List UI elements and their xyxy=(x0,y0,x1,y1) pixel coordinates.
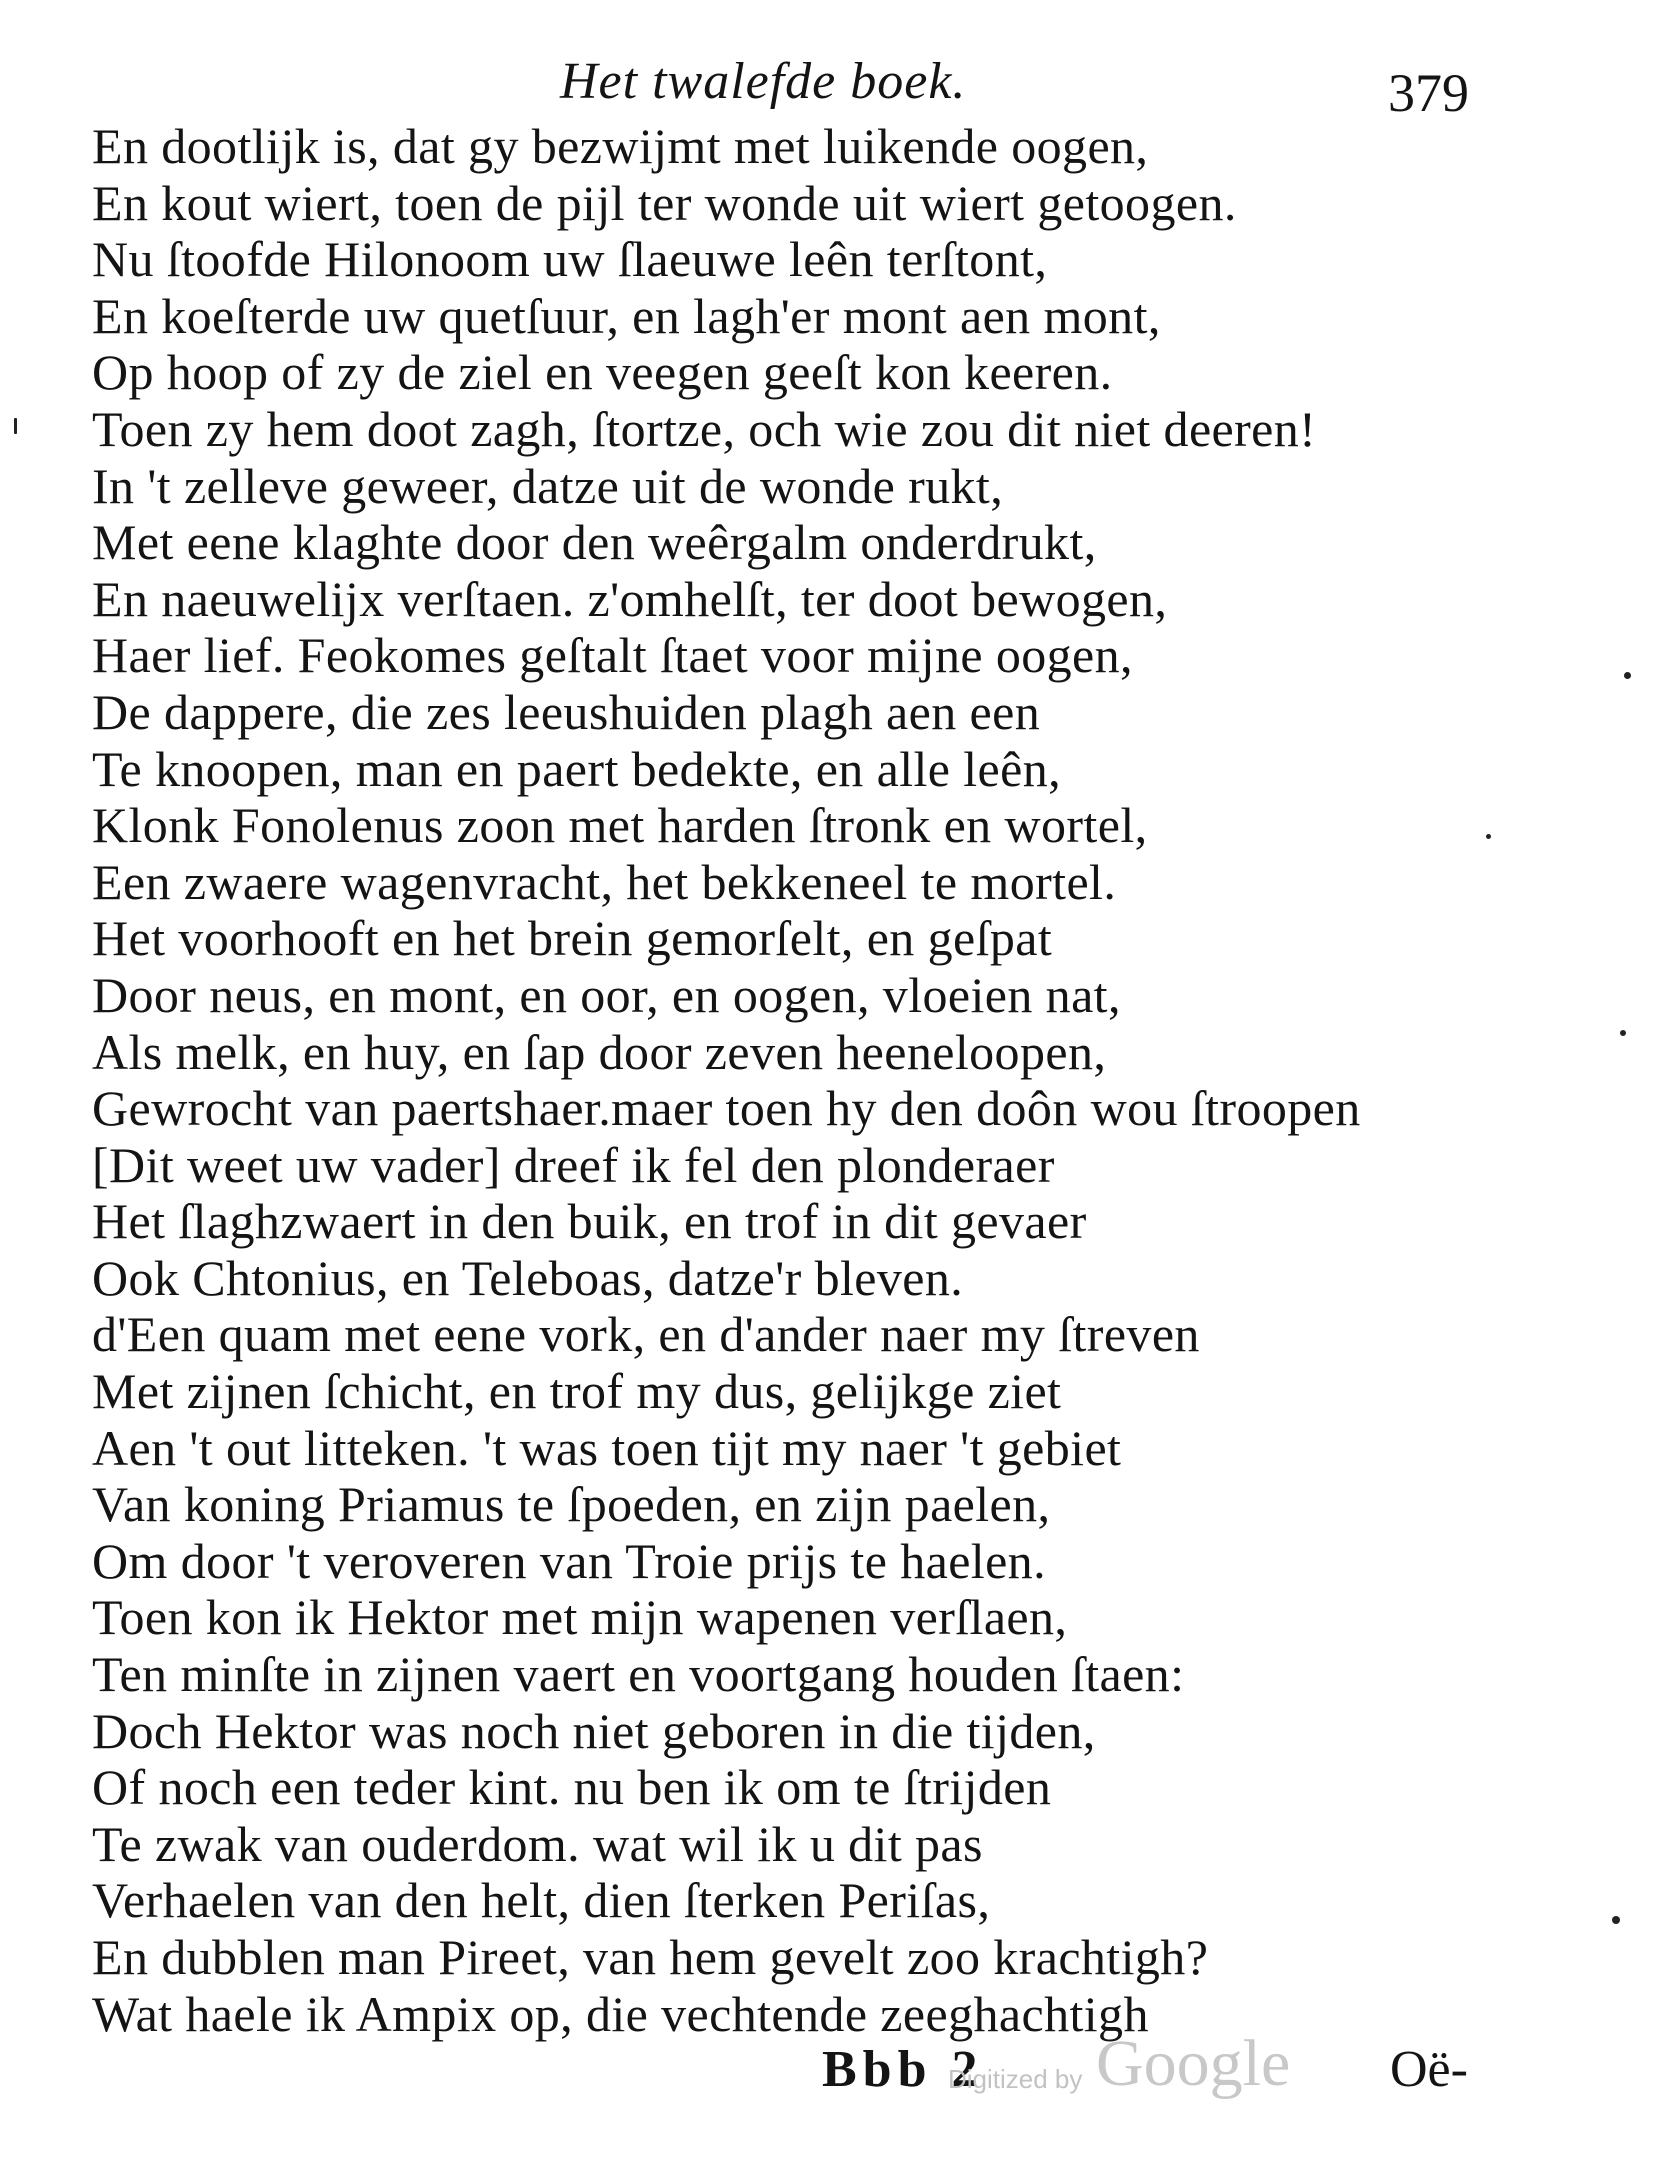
signature-mark: Bbb 2 xyxy=(822,2041,984,2098)
print-speck xyxy=(1620,1030,1626,1036)
verse-line: Het ſlaghzwaert in den buik, en trof in dit gevaer xyxy=(92,1193,1087,1250)
running-head: Het twalefde boek. xyxy=(560,53,967,110)
verse-line: Klonk Fonolenus zoon met harden ſtronk en wortel, xyxy=(92,797,1148,854)
verse-line: Op hoop of zy de ziel en veegen geeſt kon keeren. xyxy=(92,344,1113,401)
verse-line: Te zwak van ouderdom. wat wil ik u dit pas xyxy=(92,1815,983,1872)
verse-line: Ten minſte in zijnen vaert en voortgang houden ſtaen: xyxy=(92,1646,1185,1703)
verse-line: Of noch een teder kint. nu ben ik om te ſtrijden xyxy=(92,1759,1052,1816)
verse-line: Met eene klaghte door den weêrgalm onderdrukt, xyxy=(92,514,1097,571)
verse-line: Door neus, en mont, en oor, en oogen, vloeien nat, xyxy=(92,966,1121,1023)
print-speck xyxy=(1612,1916,1620,1924)
verse-line: Het voorhooft en het brein gemorſelt, en geſpat xyxy=(92,910,1053,967)
digitized-by-watermark: Digitized by xyxy=(948,2064,1083,2094)
verse-line: De dappere, die zes leeushuiden plagh aen een xyxy=(92,683,1041,740)
google-watermark: Google xyxy=(1096,2027,1291,2100)
verse-line: Wat haele ik Ampix op, die vechtende zeeghachtigh xyxy=(92,1985,1149,2042)
verse-line: Als melk, en huy, en ſap door zeven heeneloopen, xyxy=(92,1023,1107,1080)
verse-line: Te knoopen, man en paert bedekte, en alle leên, xyxy=(92,740,1062,797)
verse-block xyxy=(92,118,1492,2042)
verse-line: In 't zelleve geweer, datze uit de wonde rukt, xyxy=(92,457,1004,514)
verse-line: Om door 't veroveren van Troie prijs te haelen. xyxy=(92,1532,1046,1589)
verse-line: En naeuwelijx verſtaen. z'omhelſt, ter doot bewogen, xyxy=(92,570,1168,627)
verse-line: En kout wiert, toen de pijl ter wonde uit wiert getoogen. xyxy=(92,174,1237,231)
page-number: 379 xyxy=(1388,63,1469,123)
verse-line: Gewrocht van paertshaer.maer toen hy den doôn wou ſtroopen xyxy=(92,1080,1361,1137)
verse-line: Doch Hektor was noch niet geboren in die tijden, xyxy=(92,1702,1096,1759)
verse-line: Verhaelen van den helt, dien ſterken Periſas, xyxy=(92,1872,991,1929)
verse-line: Haer lief. Feokomes geſtalt ſtaet voor mijne oogen, xyxy=(92,627,1133,684)
verse-line: Aen 't out litteken. 't was toen tijt my naer 't gebiet xyxy=(92,1419,1122,1476)
print-speck xyxy=(14,418,17,434)
catchword: Oë- xyxy=(1390,2041,1468,2098)
print-speck xyxy=(1486,834,1491,839)
verse-line: Nu ſtoofde Hilonoom uw ſlaeuwe leên terſtont, xyxy=(92,231,1048,288)
verse-line: En dubblen man Pireet, van hem gevelt zoo krachtigh? xyxy=(92,1929,1209,1985)
verse-line: En koeſterde uw quetſuur, en lagh'er mont aen mont, xyxy=(92,287,1161,344)
verse-line: En dootlijk is, dat gy bezwijmt met luikende oogen, xyxy=(92,118,1149,174)
verse-line: Toen zy hem doot zagh, ſtortze, och wie zou dit niet deeren! xyxy=(92,400,1317,457)
verse-line: Ook Chtonius, en Teleboas, datze'r bleven. xyxy=(92,1249,964,1306)
print-speck xyxy=(1624,672,1631,679)
verse-line: Met zijnen ſchicht, en trof my dus, gelijkge ziet xyxy=(92,1363,1062,1420)
verse-line: Een zwaere wagenvracht, het bekkeneel te mortel. xyxy=(92,853,1117,910)
verse-line: Van koning Priamus te ſpoeden, en zijn paelen, xyxy=(92,1476,1051,1533)
verse-line: Toen kon ik Hektor met mijn wapenen verſlaen, xyxy=(92,1589,1068,1646)
verse-line: [Dit weet uw vader] dreef ik fel den plonderaer xyxy=(92,1136,1055,1193)
verse-line: d'Een quam met eene vork, en d'ander naer my ſtreven xyxy=(92,1306,1200,1363)
